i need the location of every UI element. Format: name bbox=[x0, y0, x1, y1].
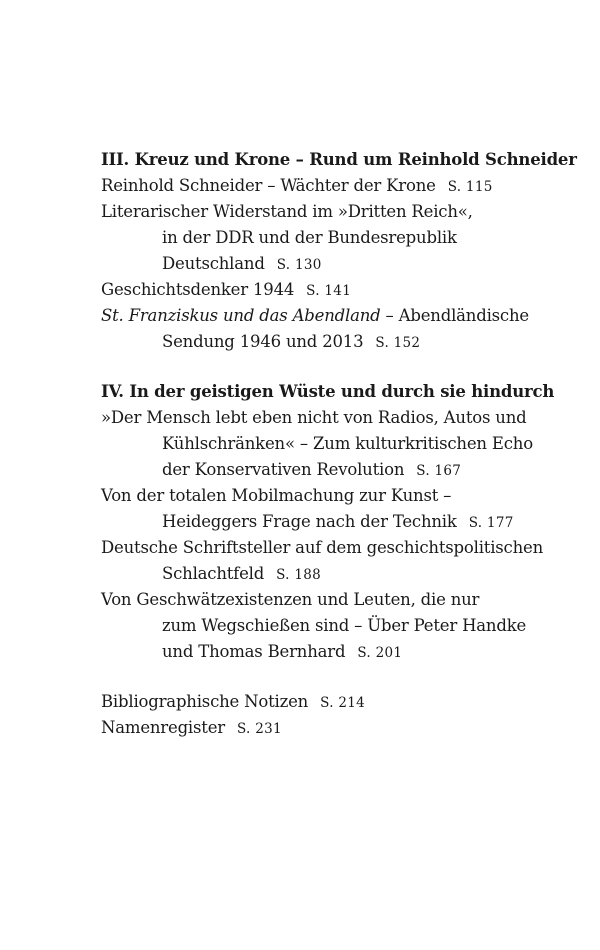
page-number: S. 188 bbox=[276, 567, 322, 583]
entry-title: der Konservativen Revolution bbox=[162, 460, 405, 479]
entry-title: Literarischer Widerstand im »Dritten Reich«, bbox=[101, 202, 473, 221]
entry-title: Von der totalen Mobilmachung zur Kunst – bbox=[101, 486, 452, 505]
page-number: S. 214 bbox=[320, 695, 366, 711]
page-number: S. 201 bbox=[357, 645, 403, 661]
section-heading-iv: IV. In der geistigen Wüste und durch sie hindurch bbox=[101, 382, 555, 401]
toc-entry-line bbox=[101, 280, 351, 301]
section-heading-iii: III. Kreuz und Krone – Rund um Reinhold Schneider bbox=[101, 150, 577, 169]
page-number: S. 152 bbox=[375, 335, 421, 351]
toc-entry-line bbox=[101, 306, 529, 326]
entry-title: »Der Mensch lebt eben nicht von Radios, Autos und bbox=[101, 408, 527, 427]
entry-title: Heideggers Frage nach der Technik bbox=[162, 512, 457, 531]
entry-title: Reinhold Schneider – Wächter der Krone bbox=[101, 176, 436, 195]
toc-entry-continuation bbox=[162, 460, 461, 481]
toc-entry-continuation bbox=[162, 642, 402, 663]
toc-entry-line bbox=[101, 590, 479, 610]
toc-entry-line bbox=[101, 202, 473, 222]
appendix-entry-bibliography bbox=[101, 692, 365, 713]
appendix-entry-index bbox=[101, 718, 282, 739]
entry-title: – Abendländische bbox=[380, 306, 529, 325]
toc-entry-line bbox=[101, 176, 493, 197]
toc-entry-line bbox=[101, 408, 527, 428]
entry-title: Bibliographische Notizen bbox=[101, 692, 309, 711]
entry-title: Geschichtsdenker 1944 bbox=[101, 280, 295, 299]
toc-entry-line bbox=[101, 486, 451, 506]
entry-title: Sendung 1946 und 2013 bbox=[162, 332, 364, 351]
page-number: S. 130 bbox=[276, 257, 322, 273]
entry-title: Schlachtfeld bbox=[162, 564, 265, 583]
entry-title: in der DDR und der Bundesrepublik bbox=[162, 228, 457, 247]
entry-title: Kühlschränken« – Zum kulturkritischen Echo bbox=[162, 434, 533, 453]
entry-title: Von Geschwätzexistenzen und Leuten, die nur bbox=[101, 590, 480, 609]
toc-entry-continuation bbox=[162, 512, 514, 533]
page-number: S. 167 bbox=[416, 463, 462, 479]
entry-title: zum Wegschießen sind – Über Peter Handke bbox=[162, 616, 527, 635]
page-number: S. 115 bbox=[447, 179, 493, 195]
page-number: S. 141 bbox=[306, 283, 352, 299]
toc-entry-continuation bbox=[162, 254, 322, 275]
toc-entry-continuation bbox=[162, 434, 533, 454]
entry-title: Namenregister bbox=[101, 718, 225, 737]
entry-title-italic: St. Franziskus und das Abendland bbox=[101, 306, 381, 325]
toc-entry-continuation bbox=[162, 332, 420, 353]
toc-entry-continuation bbox=[162, 616, 526, 636]
toc-entry-line bbox=[101, 538, 543, 558]
page-number: S. 231 bbox=[236, 721, 282, 737]
toc-entry-continuation bbox=[162, 228, 457, 248]
toc-entry-continuation bbox=[162, 564, 321, 585]
entry-title: Deutsche Schriftsteller auf dem geschichtspolitischen bbox=[101, 538, 544, 557]
page-number: S. 177 bbox=[468, 515, 514, 531]
entry-title: Deutschland bbox=[162, 254, 265, 273]
entry-title: und Thomas Bernhard bbox=[162, 642, 346, 661]
